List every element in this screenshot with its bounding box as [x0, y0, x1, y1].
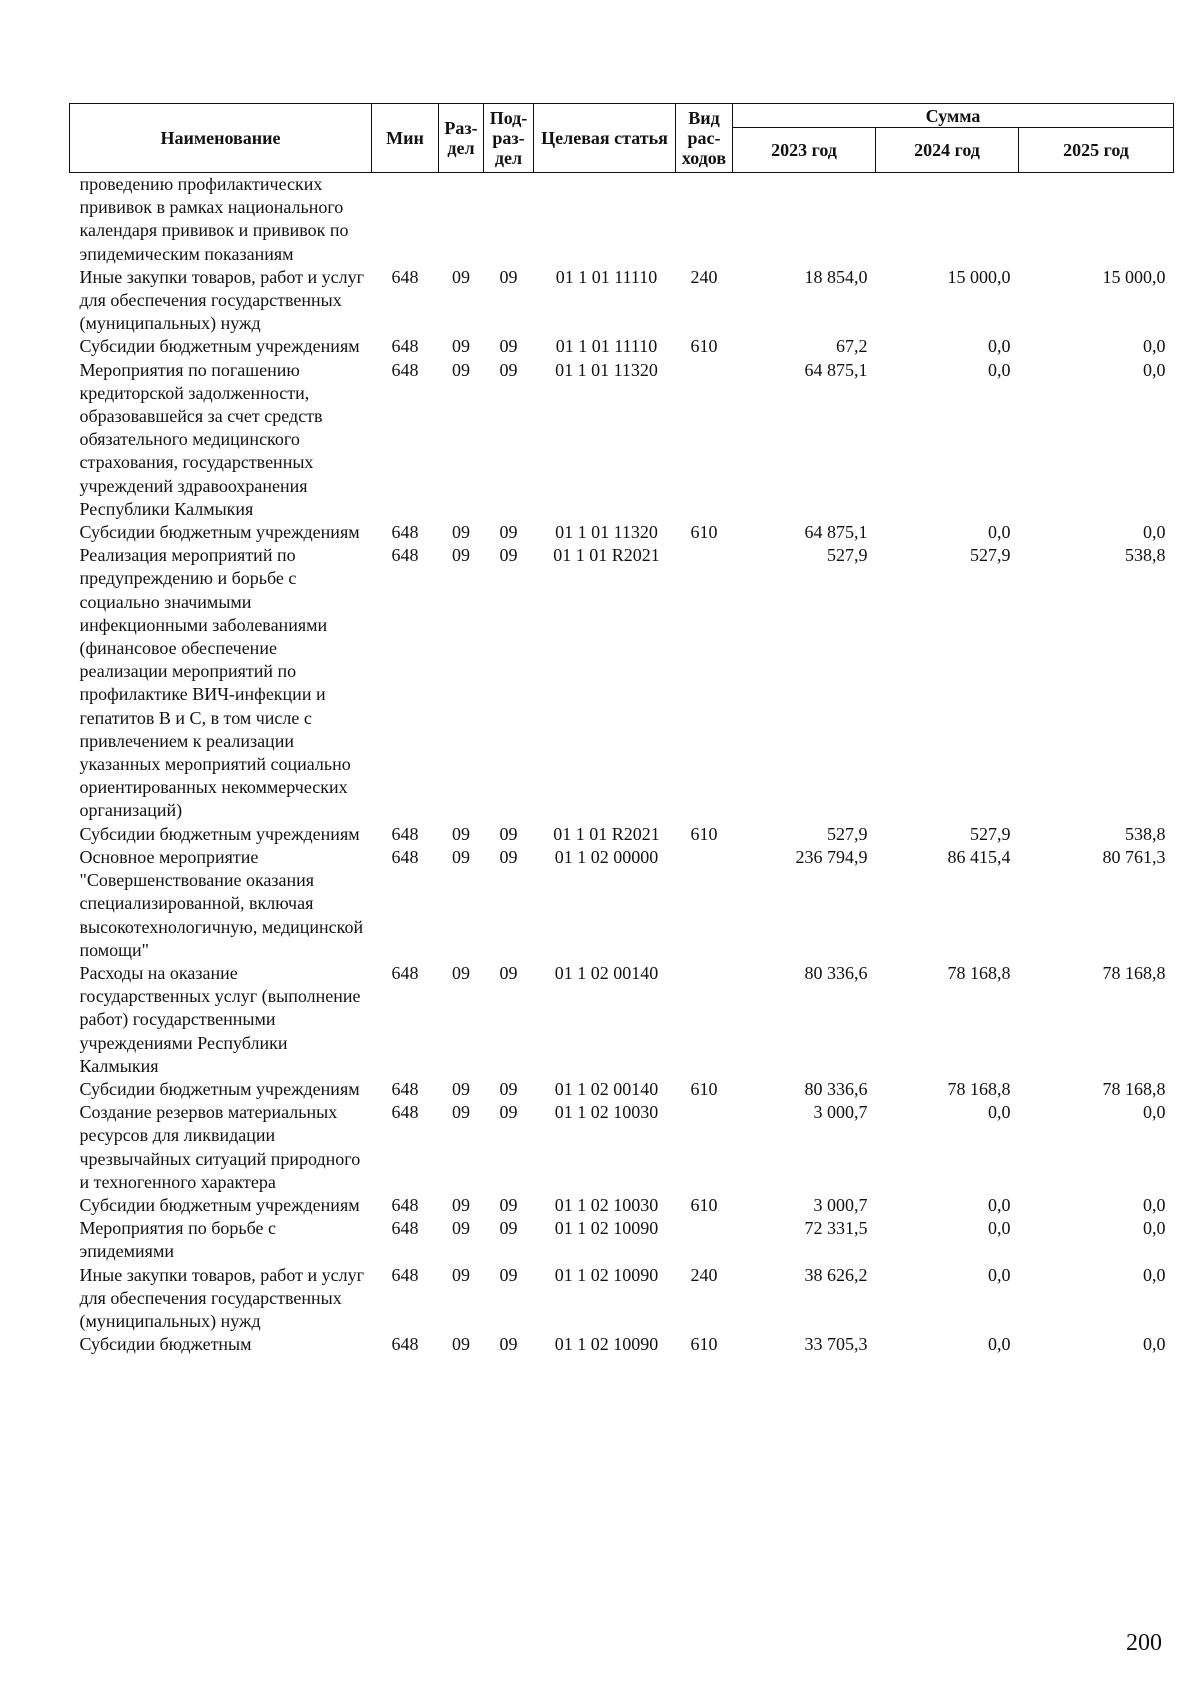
table-row — [70, 823, 1174, 846]
row-amount-2025: 0,0 — [1143, 1102, 1166, 1123]
row-amount-2023: 33 705,3 — [804, 1334, 868, 1355]
row-amount-2025: 0,0 — [1143, 522, 1166, 543]
row-target: 01 1 02 00140 — [554, 962, 659, 983]
row-target: 01 1 01 R2021 — [553, 823, 660, 844]
row-amount-2023: 67,2 — [836, 336, 868, 357]
row-kind: 240 — [690, 266, 718, 287]
header-2024: 2024 год — [876, 128, 1019, 173]
row-razdel: 09 — [452, 962, 470, 983]
table-row — [70, 266, 1174, 336]
row-amount-2023: 18 854,0 — [804, 266, 868, 287]
row-min — [372, 173, 439, 266]
row-amount-2023: 80 336,6 — [804, 1078, 868, 1099]
row-podrazdel — [484, 173, 534, 266]
row-amount-2024: 0,0 — [988, 336, 1011, 357]
row-amount-2023: 3 000,7 — [813, 1194, 868, 1215]
table-header — [70, 104, 1174, 173]
row-razdel: 09 — [452, 823, 470, 844]
header-2023: 2023 год — [733, 128, 876, 173]
row-amount-2024: 527,9 — [970, 823, 1011, 844]
budget-table — [69, 103, 1174, 1356]
header-target: Целевая статья — [534, 104, 676, 173]
row-amount-2025: 0,0 — [1143, 359, 1166, 380]
row-amount-2024: 0,0 — [988, 1194, 1011, 1215]
row-min: 648 — [391, 359, 419, 380]
row-amount-2024: 0,0 — [988, 359, 1011, 380]
row-kind: 610 — [690, 823, 718, 844]
row-amount-2023: 236 794,9 — [795, 846, 868, 867]
row-min: 648 — [391, 846, 419, 867]
row-amount-2025: 538,8 — [1125, 545, 1166, 566]
row-amount-2025: 15 000,0 — [1102, 266, 1166, 287]
row-name: Иные закупки товаров, работ и услуг для обеспечения государственных (муниципальных) нужд — [79, 266, 364, 334]
table-row — [70, 1333, 1174, 1356]
row-kind — [676, 1217, 733, 1263]
row-min: 648 — [391, 1334, 419, 1355]
row-amount-2024: 0,0 — [988, 1264, 1011, 1285]
row-kind — [676, 962, 733, 1078]
row-target: 01 1 02 00000 — [554, 846, 659, 867]
row-target: 01 1 02 00140 — [554, 1078, 659, 1099]
row-podrazdel: 09 — [499, 1078, 518, 1099]
row-podrazdel: 09 — [499, 962, 518, 983]
table-row — [70, 359, 1174, 521]
row-min: 648 — [391, 1078, 419, 1099]
row-kind: 610 — [690, 1334, 718, 1355]
row-amount-2024 — [876, 173, 1019, 266]
row-name: Создание резервов материальных ресурсов для ликвидации чрезвычайных ситуаций природного и техногенного характера — [79, 1102, 361, 1192]
header-razdel: Раз-дел — [439, 104, 484, 173]
row-razdel: 09 — [452, 1194, 470, 1215]
row-name: Иные закупки товаров, работ и услуг для обеспечения государственных (муниципальных) нужд — [79, 1264, 364, 1331]
row-podrazdel: 09 — [499, 359, 518, 380]
row-razdel: 09 — [452, 1218, 470, 1239]
row-amount-2025: 538,8 — [1125, 823, 1166, 844]
row-target — [534, 173, 676, 266]
row-kind: 240 — [690, 1264, 718, 1285]
table-row — [70, 1217, 1174, 1263]
row-podrazdel: 09 — [499, 1218, 518, 1239]
row-amount-2025: 0,0 — [1143, 336, 1166, 357]
row-kind — [676, 846, 733, 962]
table-row — [70, 962, 1174, 1078]
row-target: 01 1 02 10090 — [554, 1334, 659, 1355]
row-name: Реализация мероприятий по предупреждению и борьбе с социально значимыми инфекционными заболеваниями (финансовое обеспечение реализации мероприятий по профилактике ВИЧ-инфекции и гепатитов В и С, в том числе с привлечением к реализации указанных мероприятий социально ориентированных некоммерческих организаций) — [79, 545, 351, 821]
row-kind: 610 — [690, 1078, 718, 1099]
row-name: Субсидии бюджетным учреждениям — [79, 1078, 360, 1099]
row-kind — [676, 173, 733, 266]
row-podrazdel: 09 — [499, 823, 518, 844]
row-min: 648 — [391, 962, 419, 983]
row-amount-2023: 80 336,6 — [804, 962, 868, 983]
row-name: проведению профилактических прививок в рамках национального календаря прививок и прививок по эпидемическим показаниям — [79, 174, 349, 264]
table-row — [70, 544, 1174, 822]
row-target: 01 1 01 11320 — [555, 522, 658, 543]
table-row — [70, 1194, 1174, 1217]
page-number: 200 — [1126, 1630, 1162, 1656]
row-target: 01 1 01 R2021 — [553, 545, 660, 566]
row-amount-2025: 80 761,3 — [1102, 846, 1166, 867]
row-min: 648 — [391, 1102, 419, 1123]
row-min: 648 — [391, 545, 419, 566]
row-min: 648 — [391, 1218, 419, 1239]
row-amount-2024: 0,0 — [988, 522, 1011, 543]
row-podrazdel: 09 — [499, 1194, 518, 1215]
row-razdel: 09 — [452, 1264, 470, 1285]
row-amount-2025: 78 168,8 — [1102, 1078, 1166, 1099]
table-row — [70, 846, 1174, 962]
row-podrazdel: 09 — [499, 846, 518, 867]
row-amount-2024: 15 000,0 — [947, 266, 1011, 287]
row-name: Субсидии бюджетным учреждениям — [79, 1194, 360, 1215]
table-row — [70, 173, 1174, 266]
row-name: Субсидии бюджетным учреждениям — [79, 823, 360, 844]
row-target: 01 1 02 10090 — [554, 1218, 659, 1239]
row-min: 648 — [391, 1264, 419, 1285]
row-razdel: 09 — [452, 522, 470, 543]
row-amount-2024: 86 415,4 — [947, 846, 1011, 867]
row-razdel: 09 — [452, 1334, 470, 1355]
row-kind — [676, 359, 733, 521]
row-kind: 610 — [690, 336, 718, 357]
header-name: Наименование — [70, 104, 372, 173]
row-kind: 610 — [690, 1194, 718, 1215]
row-name: Субсидии бюджетным учреждениям — [79, 336, 360, 357]
row-amount-2023 — [733, 173, 876, 266]
row-target: 01 1 02 10030 — [554, 1102, 659, 1123]
row-podrazdel: 09 — [499, 1264, 518, 1285]
row-amount-2025 — [1019, 173, 1174, 266]
row-name: Мероприятия по погашению кредиторской задолженности, образовавшейся за счет средств обязательного медицинского страхования, государственных учреждений здравоохранения Республики Калмыкия — [79, 359, 323, 519]
row-amount-2025: 0,0 — [1143, 1334, 1166, 1355]
row-podrazdel: 09 — [499, 266, 518, 287]
row-name: Мероприятия по борьбе с эпидемиями — [79, 1218, 276, 1262]
row-amount-2025: 0,0 — [1143, 1194, 1166, 1215]
row-amount-2023: 3 000,7 — [813, 1102, 868, 1123]
table-row — [70, 521, 1174, 544]
row-podrazdel: 09 — [499, 1334, 518, 1355]
row-amount-2023: 527,9 — [827, 823, 868, 844]
row-kind: 610 — [690, 522, 718, 543]
row-razdel — [439, 173, 484, 266]
row-name: Субсидии бюджетным — [79, 1334, 252, 1355]
table-row — [70, 1101, 1174, 1194]
row-amount-2023: 64 875,1 — [804, 359, 868, 380]
row-razdel: 09 — [452, 846, 470, 867]
table-row — [70, 1264, 1174, 1334]
row-min: 648 — [391, 266, 419, 287]
row-amount-2025: 78 168,8 — [1102, 962, 1166, 983]
row-target: 01 1 02 10090 — [554, 1264, 659, 1285]
row-razdel: 09 — [452, 359, 470, 380]
row-podrazdel: 09 — [499, 336, 518, 357]
row-podrazdel: 09 — [499, 522, 518, 543]
row-min: 648 — [391, 522, 419, 543]
row-razdel: 09 — [452, 266, 470, 287]
row-min: 648 — [391, 1194, 419, 1215]
header-sum: Сумма — [733, 104, 1174, 128]
header-2025: 2025 год — [1019, 128, 1174, 173]
row-min: 648 — [391, 336, 419, 357]
row-min: 648 — [391, 823, 419, 844]
table-row — [70, 1078, 1174, 1101]
row-razdel: 09 — [452, 545, 470, 566]
row-razdel: 09 — [452, 1078, 470, 1099]
header-kind: Вид рас-ходов — [676, 104, 733, 173]
table-body — [70, 173, 1174, 1357]
row-amount-2024: 78 168,8 — [947, 962, 1011, 983]
row-name: Субсидии бюджетным учреждениям — [79, 522, 360, 543]
row-kind — [676, 544, 733, 822]
row-amount-2023: 64 875,1 — [804, 522, 868, 543]
row-podrazdel: 09 — [499, 545, 518, 566]
row-target: 01 1 01 11110 — [555, 266, 658, 287]
header-min: Мин — [372, 104, 439, 173]
row-amount-2025: 0,0 — [1143, 1264, 1166, 1285]
row-amount-2024: 0,0 — [988, 1218, 1011, 1239]
row-amount-2023: 72 331,5 — [804, 1218, 868, 1239]
row-razdel: 09 — [452, 336, 470, 357]
row-amount-2024: 0,0 — [988, 1334, 1011, 1355]
row-razdel: 09 — [452, 1102, 470, 1123]
row-amount-2024: 78 168,8 — [947, 1078, 1011, 1099]
row-amount-2023: 527,9 — [827, 545, 868, 566]
row-amount-2024: 527,9 — [970, 545, 1011, 566]
row-amount-2025: 0,0 — [1143, 1218, 1166, 1239]
table-row — [70, 335, 1174, 358]
row-target: 01 1 01 11110 — [555, 336, 658, 357]
row-target: 01 1 02 10030 — [554, 1194, 659, 1215]
row-name: Расходы на оказание государственных услуг (выполнение работ) государственными учреждениями Республики Калмыкия — [79, 962, 361, 1076]
row-amount-2023: 38 626,2 — [804, 1264, 868, 1285]
row-name: Основное мероприятие "Совершенствование оказания специализированной, включая высокотехнологичную, медицинской помощи" — [79, 846, 364, 960]
row-podrazdel: 09 — [499, 1102, 518, 1123]
row-target: 01 1 01 11320 — [555, 359, 658, 380]
row-kind — [676, 1101, 733, 1194]
header-podrazdel: Под-раз-дел — [484, 104, 534, 173]
row-amount-2024: 0,0 — [988, 1102, 1011, 1123]
